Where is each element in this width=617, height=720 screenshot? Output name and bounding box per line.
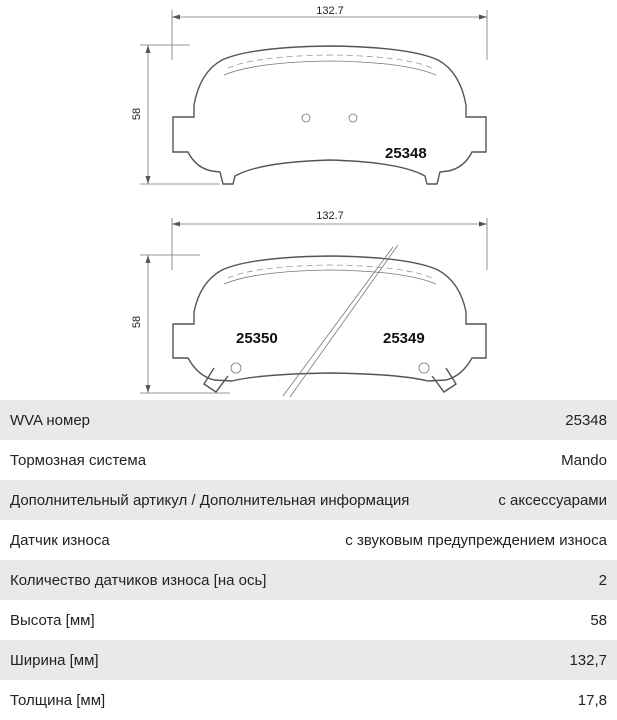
spec-row-sensor-count [0,560,617,600]
spec-value: Mando [561,451,607,469]
spec-row-width [0,640,617,680]
spec-value: 2 [598,571,607,589]
spec-row-brake-system [0,440,617,480]
spec-label: Дополнительный артикул / Дополнительная информация [10,491,410,509]
spec-label: Ширина [мм] [10,651,99,669]
spec-row-wear-sensor [0,520,617,560]
bottom-right-part-number-label: 25349 [383,330,425,347]
bottom-height-dimension: 58 [131,315,143,329]
spec-label: Датчик износа [10,531,110,549]
spec-value: с аксессуарами [498,491,607,509]
spec-value: 58 [590,611,607,629]
specifications-table [0,400,617,720]
top-part-number-label: 25348 [385,145,427,162]
spec-label: Толщина [мм] [10,691,106,709]
spec-value: 132,7 [569,651,607,669]
bottom-left-part-number-label: 25350 [236,330,278,347]
spec-row-additional-info [0,480,617,520]
spec-value: с звуковым предупреждением износа [345,531,607,549]
top-width-dimension: 132.7 [316,5,344,17]
bottom-width-dimension: 132.7 [316,210,344,222]
top-height-dimension: 58 [131,107,143,121]
spec-label: WVA номер [10,411,91,429]
spec-label: Высота [мм] [10,611,95,629]
spec-value: 17,8 [577,691,607,709]
spec-row-height [0,600,617,640]
top-pad-drawing [131,5,487,184]
bottom-pad-drawing [131,210,487,397]
spec-label: Количество датчиков износа [на ось] [10,571,267,589]
spec-value: 25348 [565,411,607,429]
spec-label: Тормозная система [10,451,147,469]
spec-row-thickness [0,680,617,720]
spec-row-wva-number [0,400,617,440]
